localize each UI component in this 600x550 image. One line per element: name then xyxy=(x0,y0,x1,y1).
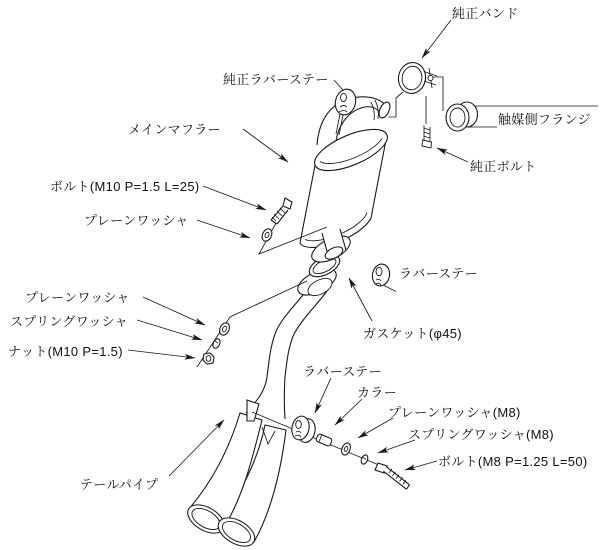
label-rubber-stay-bottom: ラバーステー xyxy=(303,364,382,379)
label-junsei-bolt: 純正ボルト xyxy=(470,159,537,174)
tailpipe-bracket xyxy=(247,400,259,421)
genuine-bolt-drawing xyxy=(422,125,432,148)
nut-stack-m10-drawing xyxy=(203,321,231,364)
label-junsei-band: 純正バンド xyxy=(452,6,519,21)
label-tail-pipe: テールパイプ xyxy=(80,477,159,492)
label-spring-washer-m8: スプリングワッシャ(M8) xyxy=(408,427,554,442)
label-plain-washer-left: プレーンワッシャ xyxy=(25,290,130,305)
main-muffler-drawing xyxy=(300,121,393,248)
spring-washer-m8-drawing xyxy=(360,454,369,465)
bolt-m8-drawing xyxy=(375,463,410,489)
rubber-stay-mid-drawing xyxy=(371,263,396,292)
bolt-m10-drawing xyxy=(260,198,292,243)
label-bolt-m10: ボルト(M10 P=1.5 L=25) xyxy=(50,179,200,194)
label-plain-washer-m8: プレーンワッシャ(M8) xyxy=(388,405,521,420)
label-rubber-stay-mid: ラバーステー xyxy=(399,266,478,281)
label-catalyst-flange: 触媒側フランジ xyxy=(498,112,591,127)
band-clamp-drawing xyxy=(396,60,437,95)
label-junsei-rubber-stay: 純正ラバーステー xyxy=(223,72,329,87)
label-plain-washer-top: プレーンワッシャ xyxy=(84,213,189,228)
label-nut-m10: ナット(M10 P=1.5) xyxy=(8,344,123,359)
rubber-stay-bottom-drawing xyxy=(290,414,318,444)
spring-washer-left-drawing xyxy=(211,338,221,350)
label-bolt-m8: ボルト(M8 P=1.25 L=50) xyxy=(438,454,588,469)
label-spring-washer-left: スプリングワッシャ xyxy=(10,314,129,329)
collar-drawing xyxy=(316,433,333,446)
washers-m8-drawing xyxy=(340,442,369,465)
label-gasket: ガスケット(φ45) xyxy=(363,326,462,341)
label-collar: カラー xyxy=(357,385,397,400)
label-main-muffler: メインマフラー xyxy=(128,122,221,137)
